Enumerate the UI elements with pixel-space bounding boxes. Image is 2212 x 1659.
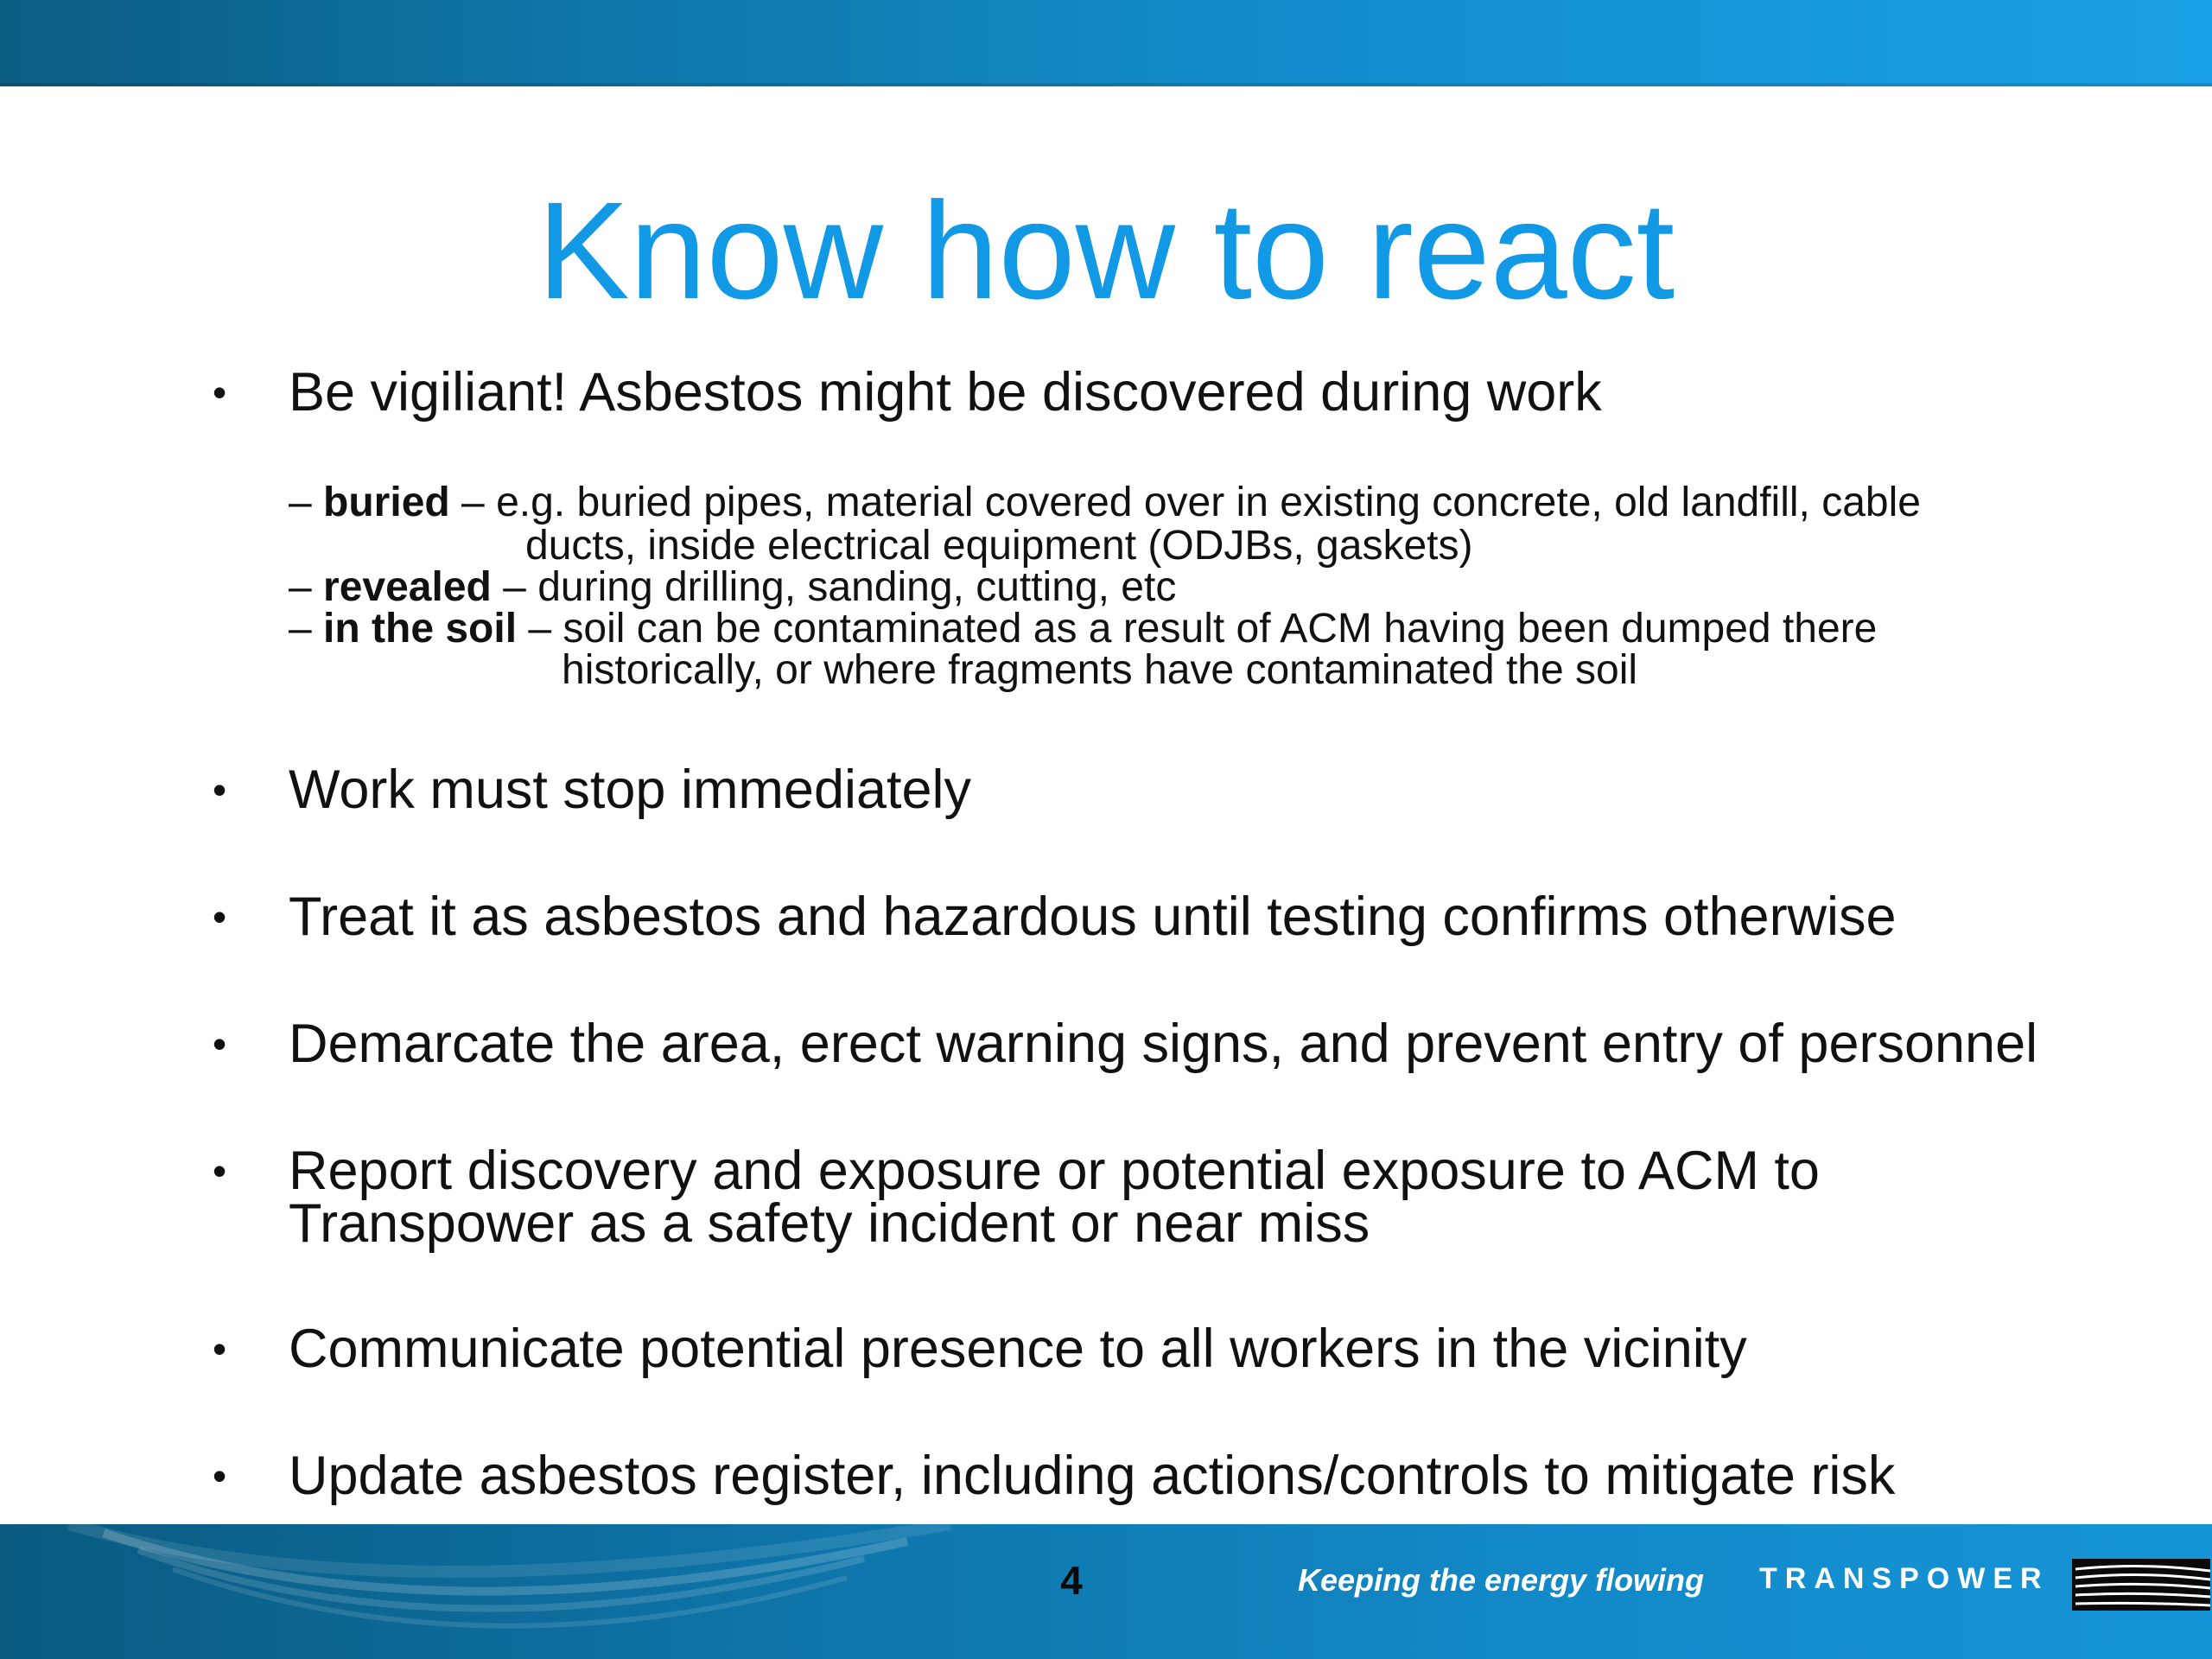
- wave-decoration: [0, 1524, 1037, 1659]
- bullet-item-5: [212, 1141, 1930, 1254]
- footer-band: [0, 1524, 2212, 1659]
- bullet-item-1: [212, 362, 2172, 423]
- page-number: 4: [1060, 1558, 1083, 1603]
- footer-tagline: Keeping the energy flowing: [1298, 1562, 1705, 1598]
- bullet-icon: •: [212, 1453, 227, 1498]
- sub-item-continuation: historically, or where fragments have contaminated the soil: [562, 647, 1638, 693]
- bullet-icon: •: [212, 370, 227, 415]
- bullet-text: Work must stop immediately: [289, 760, 972, 820]
- sub-item-buried: [289, 482, 1921, 524]
- bullet-icon: •: [212, 894, 227, 939]
- bullet-item-4: [212, 1014, 2172, 1074]
- sub-item-in-the-soil: [289, 608, 1877, 650]
- brand-name: TRANSPOWER: [1759, 1562, 2050, 1595]
- transpower-logo-icon: [2072, 1559, 2210, 1611]
- sub-item-text: – e.g. buried pipes, material covered over in existing concrete, old landfill, cable: [449, 480, 1921, 525]
- bullet-item-7: [212, 1446, 2172, 1506]
- bullet-icon: •: [212, 1021, 227, 1066]
- bullet-item-3: [212, 887, 2172, 947]
- slide-title: Know how to react: [537, 173, 1675, 327]
- sub-item-text: – during drilling, sanding, cutting, etc: [491, 564, 1177, 610]
- bullet-text: Communicate potential presence to all workers in the vicinity: [289, 1319, 1747, 1379]
- sub-item-revealed: [289, 564, 1177, 610]
- bullet-icon: •: [212, 1148, 227, 1193]
- bullet-icon: •: [212, 1326, 227, 1371]
- bullet-text: Update asbestos register, including actions/controls to mitigate risk: [289, 1446, 1896, 1506]
- sub-item-term: buried: [323, 480, 450, 525]
- sub-item-continuation: ducts, inside electrical equipment (ODJBs, gaskets): [525, 523, 1473, 569]
- bullet-text: Treat it as asbestos and hazardous until testing confirms otherwise: [289, 887, 1897, 947]
- dash-icon: –: [289, 480, 324, 525]
- bullet-text: Demarcate the area, erect warning signs, and prevent entry of personnel: [289, 1014, 2038, 1074]
- bullet-text: Report discovery and exposure or potential exposure to ACM to Transpower as a safety incident or near miss: [289, 1141, 1820, 1254]
- bullet-icon: •: [212, 767, 227, 812]
- sub-item-term: in the soil: [323, 606, 518, 652]
- bullet-item-6: [212, 1319, 2172, 1379]
- sub-item-text: – soil can be contaminated as a result of ACM having been dumped there: [517, 606, 1878, 652]
- dash-icon: –: [289, 606, 324, 652]
- header-band: [0, 0, 2212, 86]
- bullet-text: Be vigiliant! Asbestos might be discovered during work: [289, 362, 1602, 423]
- sub-item-term: revealed: [323, 564, 492, 610]
- bullet-item-2: [212, 760, 2172, 820]
- dash-icon: –: [289, 564, 324, 610]
